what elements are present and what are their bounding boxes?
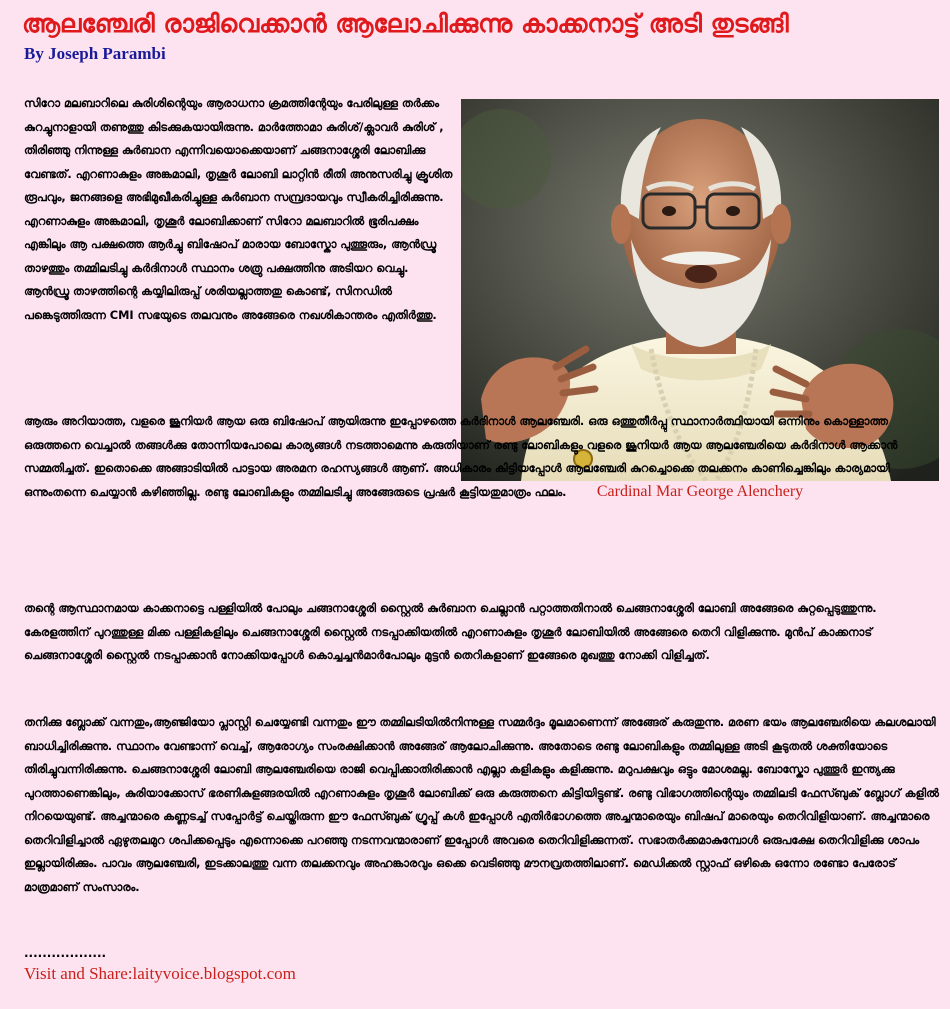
article-title: ആലഞ്ചേരി രാജിവെക്കാൻ ആലോചിക്കുന്നു കാക്കനാട്ട് അടി തുടങ്ങി	[22, 9, 789, 38]
photo-caption: Cardinal Mar George Alenchery	[596, 483, 804, 500]
footer-share-text: Visit and Share:laityvoice.blogspot.com	[24, 964, 296, 983]
separator-dots: ..................	[24, 946, 107, 960]
article-paragraph-3: തന്റെ ആസ്ഥാനമായ കാക്കനാട്ടെ പള്ളിയിൽ പോലും ചങ്ങനാശ്ശേരി സ്റ്റൈൽ കുർബാന ചെല്ലാൻ പറ്റാത്തതിനാൽ ചെങ്ങനാശ്ശേരി ലോബി അങ്ങേരെ കുറ്റപ്പെടുത്തുന്നു. കേരളത്തിന് പുറത്തുള്ള മിക്ക പള്ളികളിലും ചെങ്ങനാശ്ശേരി സ്റ്റൈൽ നടപ്പാക്കിയതിൽ എറണാകുളം തൃശൂർ ലോബിയിൽ അങ്ങേരെ തെറി വിളിക്കുന്നു. മുൻപ് കാക്കനാട് ചെങ്ങനാശ്ശേരി സ്റ്റൈൽ നടപ്പാക്കാൻ നോക്കിയപ്പോൾ കൊച്ചച്ചൻമാർപോലും മുട്ടൻ തെറികളാണ് ഇങ്ങേരെ മുഖത്തു നോക്കി വിളിച്ചത്.	[24, 601, 877, 662]
article-paragraph-1: സിറോ മലബാറിലെ കുരിശിന്റെയും ആരാധനാ ക്രമത്തിന്റേയും പേരിലുള്ള തർക്കം കുറച്ചുനാളായി തണുത്തു കിടക്കുകയായിരുന്നു. മാർത്തോമാ കുരിശ്/ക്ലാവർ കുരിശ് , തിരിഞ്ഞു നിന്നുള്ള കുർബാന എന്നിവയൊക്കെയാണ് ചങ്ങനാശ്ശേരി ലോബിക്കു വേണ്ടത്. എറണാകുളം അങ്കമാലി, തൃശൂർ ലോബി ലാറ്റിൻ രീതി അനുസരിച്ചു ക്രൂശിത രൂപവും, ജനങ്ങളെ അഭിമുഖീകരിച്ചുള്ള കുർബാന സമ്പ്രദായവും സ്വീകരിച്ചിരിക്കുന്നു. എറണാകുളം അങ്കമാലി, തൃശൂർ ലോബിക്കാണ് സിറോ മലബാറിൽ ഭൂരിപക്ഷം എങ്കിലും ആ പക്ഷത്തെ ആർച്ചു ബിഷോപ് മാരായ ബോസ്കോ പുത്തൂരും, ആൻഡ്രൂ താഴത്തും തമ്മിലടിച്ചു കർദിനാൾ സ്ഥാനം ശത്രു പക്ഷത്തിനു അടിയറ വെച്ചു. ആൻഡ്രൂ താഴത്തിന്റെ കയ്യിലിരുപ്പ് ശരിയല്ലാത്തതു കൊണ്ട്, സിനഡിൽ പങ്കെടുത്തിരുന്ന CMI സഭയുടെ തലവനും അങ്ങേരെ നഖശികാന്തരം എതിർത്തു.	[24, 96, 453, 322]
article-paragraph-4: തനിക്കു ബ്ലോക്ക് വന്നതും,ആഞ്ജിയോ പ്ലാസ്റ്റി ചെയ്യേണ്ടി വന്നതും ഈ തമ്മിലടിയിൽനിന്നുള്ള സമ്മർദ്ദം മൂലമാണെന്ന് അങ്ങേര് കരുതുന്നു. മരണ ഭയം ആലഞ്ചേരിയെ കലശലായി ബാധിച്ചിരിക്കുന്നു. സ്ഥാനം വേണ്ടാന്ന് വെച്ച്, ആരോഗ്യം സംരക്ഷിക്കാൻ അങ്ങേര് ആലോചിക്കുന്നു. അതോടെ രണ്ടു ലോബികളും തമ്മിലുള്ള അടി കൂടുതൽ ശക്തിയോടെ തിരിച്ചുവന്നിരിക്കുന്നു. ചെങ്ങനാശ്ശേരി ലോബി ആലഞ്ചേരിയെ രാജി വെപ്പിക്കാതിരിക്കാൻ എല്ലാ കളികളും കളിക്കുന്നു. മറുപക്ഷവും ഒട്ടും മോശമല്ല. ബോസ്കോ പുത്തൂർ ഇന്ത്യക്കു പുറത്താണെങ്കിലും, കുരിയാക്കോസ് ഭരണികുളങ്ങരയിൽ എറണാകുളം തൃശൂർ ലോബിക്ക് ഒരു കരുത്തനെ കിട്ടിയിട്ടുണ്ട്. രണ്ടു വിഭാഗത്തിന്റെയും തമ്മിലടി ഫേസ്ബുക് ബ്ലോഗ് കളിൽ നിറയെയുണ്ട്. അച്ചന്മാരെ കണ്ണടച്ച് സപ്പോർട്ട് ചെയ്തിരുന്ന ഈ ഫേസ്ബുക് ഗ്രൂപ്പ് കൾ ഇപ്പോൾ എതിർഭാഗത്തെ അച്ചന്മാരെയും ബിഷപ് മാരെയും തെറിവിളിയാണ്. അച്ചന്മാരെ തെറിവിളിച്ചാൽ ഏഴുതലമുറ ശപിക്കപ്പെടും എന്നൊക്കെ പറഞ്ഞു നടന്നവന്മാരാണ് ഇപ്പോൾ അവരെ തെറിവിളിക്കുന്നത്. സഭാതർക്കമാകുമ്പോൾ ഒരുപക്ഷേ തെറിവിളിക്കു ശാപം ഇല്ലായിരിക്കും. പാവം ആലഞ്ചേരി, ഇടക്കാലത്തു വന്ന തലക്കനവും അഹങ്കാരവും ഒക്കെ വെടിഞ്ഞു മൗനവ്രതത്തിലാണ്. മെഡിക്കൽ സ്റ്റാഫ് ഒഴികെ ഒന്നോ രണ്ടോ പേരോട് മാത്രമാണ് സംസാരം.	[24, 715, 939, 894]
article-paragraph-2: ആരും അറിയാത്ത, വളരെ ജൂനിയർ ആയ ഒരു ബിഷോപ് ആയിരുന്നു ഇപ്പോഴത്തെ കർദിനാൾ ആലഞ്ചേരി. ഒരു ഒത്തുതീർപ്പു സ്ഥാനാർത്ഥിയായി ഒന്നിനും കൊള്ളാത്ത ഒരുത്തനെ വെച്ചാൽ തങ്ങൾക്കു തോന്നിയപോലെ കാര്യങ്ങൾ നടത്താമെന്നു കരുതിയാണ് രണ്ടു ലോബികളും വളരെ ജൂനിയർ ആയ ആലഞ്ചേരിയെ കർദിനാൾ ആക്കാൻ സമ്മതിച്ചത്. ഇതൊക്കെ അങ്ങാടിയിൽ പാട്ടായ അരമന രഹസ്യങ്ങൾ ആണ്. അധികാരം കിട്ടിയപ്പോൾ ആലഞ്ചേരി കുറച്ചൊക്കെ തലക്കനം കാണിച്ചെങ്കിലും കാര്യമായി ഒന്നുംതന്നെ ചെയ്യാൻ കഴിഞ്ഞില്ല. രണ്ടു ലോബികളും തമ്മിലടിച്ചു അങ്ങേരുടെ പ്രഷർ കൂട്ടിയതുമാത്രം ഫലം.	[24, 414, 898, 499]
article-byline: By Joseph Parambi	[24, 44, 166, 63]
